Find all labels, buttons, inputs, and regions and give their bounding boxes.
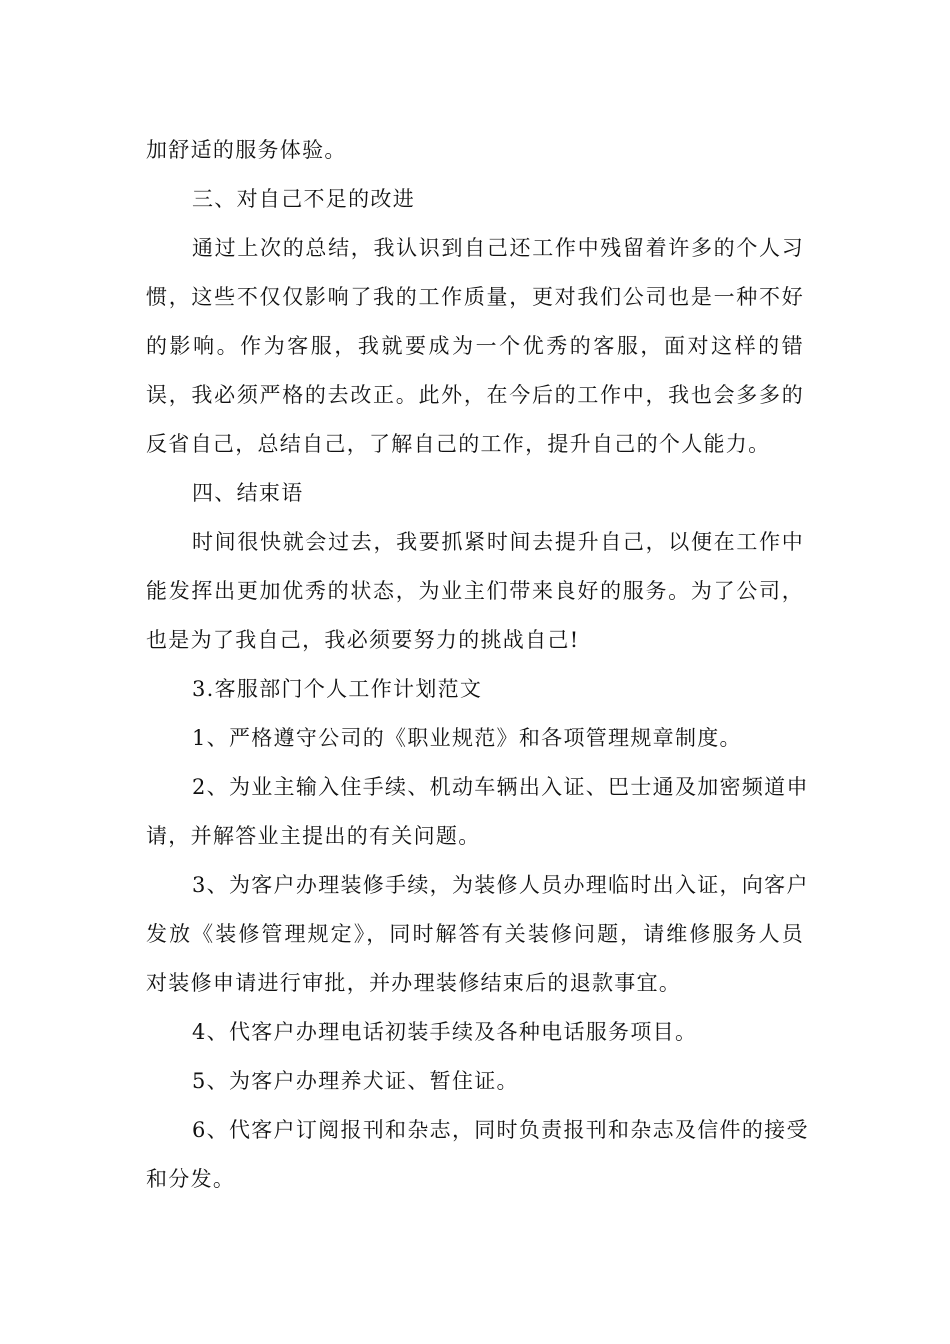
text-line: 时间很快就会过去，我要抓紧时间去提升自己，以便在工作中 [192,530,804,554]
text-line: 惯，这些不仅仅影响了我的工作质量，更对我们公司也是一种不好 [146,285,804,309]
paragraph-improvement [146,224,804,469]
text-line: 1、严格遵守公司的《职业规范》和各项管理规章制度。 [192,726,742,750]
paragraph-continuation [146,126,804,175]
text-line: 误，我必须严格的去改正。此外，在今后的工作中，我也会多多的 [146,383,804,407]
paragraph-conclusion [146,518,804,665]
plan-item-6 [146,1106,809,1204]
text-line: 4、代客户办理电话初装手续及各种电话服务项目。 [192,1020,698,1044]
section-heading-improvement: 三、对自己不足的改进 [192,187,415,211]
text-line: 能发挥出更加优秀的状态，为业主们带来良好的服务。为了公司， [146,579,804,603]
text-line: 反省自己，总结自己，了解自己的工作，提升自己的个人能力。 [146,432,771,456]
plan-item-3 [146,861,809,1008]
plan-item-5 [146,1057,804,1106]
plan-item-4 [146,1008,804,1057]
text-line: 发放《装修管理规定》，同时解答有关装修问题，请维修服务人员 [146,922,804,946]
text-line: 和分发。 [146,1167,236,1191]
text-line: 3、为客户办理装修手续，为装修人员办理临时出入证，向客户 [192,873,809,897]
section-heading-conclusion: 四、结束语 [192,481,304,505]
plan-item-2 [146,763,809,861]
text-line: 5、为客户办理养犬证、暂住证。 [192,1069,519,1093]
text-line: 2、为业主输入住手续、机动车辆出入证、巴士通及加密频道申 [192,775,809,799]
text-line: 也是为了我自己，我必须要努力的挑战自己! [146,628,580,652]
text-line: 请，并解答业主提出的有关问题。 [146,824,481,848]
section-heading-plan: 3.客服部门个人工作计划范文 [192,677,483,701]
plan-item-1 [146,714,804,763]
text-line: 6、代客户订阅报刊和杂志，同时负责报刊和杂志及信件的接受 [192,1118,809,1142]
text-line: 对装修申请进行审批，并办理装修结束后的退款事宜。 [146,971,682,995]
text-line: 通过上次的总结，我认识到自己还工作中残留着许多的个人习 [192,236,804,260]
text-line: 的影响。作为客服，我就要成为一个优秀的客服，面对这样的错 [146,334,804,358]
text-line: 加舒适的服务体验。 [146,138,347,162]
document-body [146,126,809,1204]
